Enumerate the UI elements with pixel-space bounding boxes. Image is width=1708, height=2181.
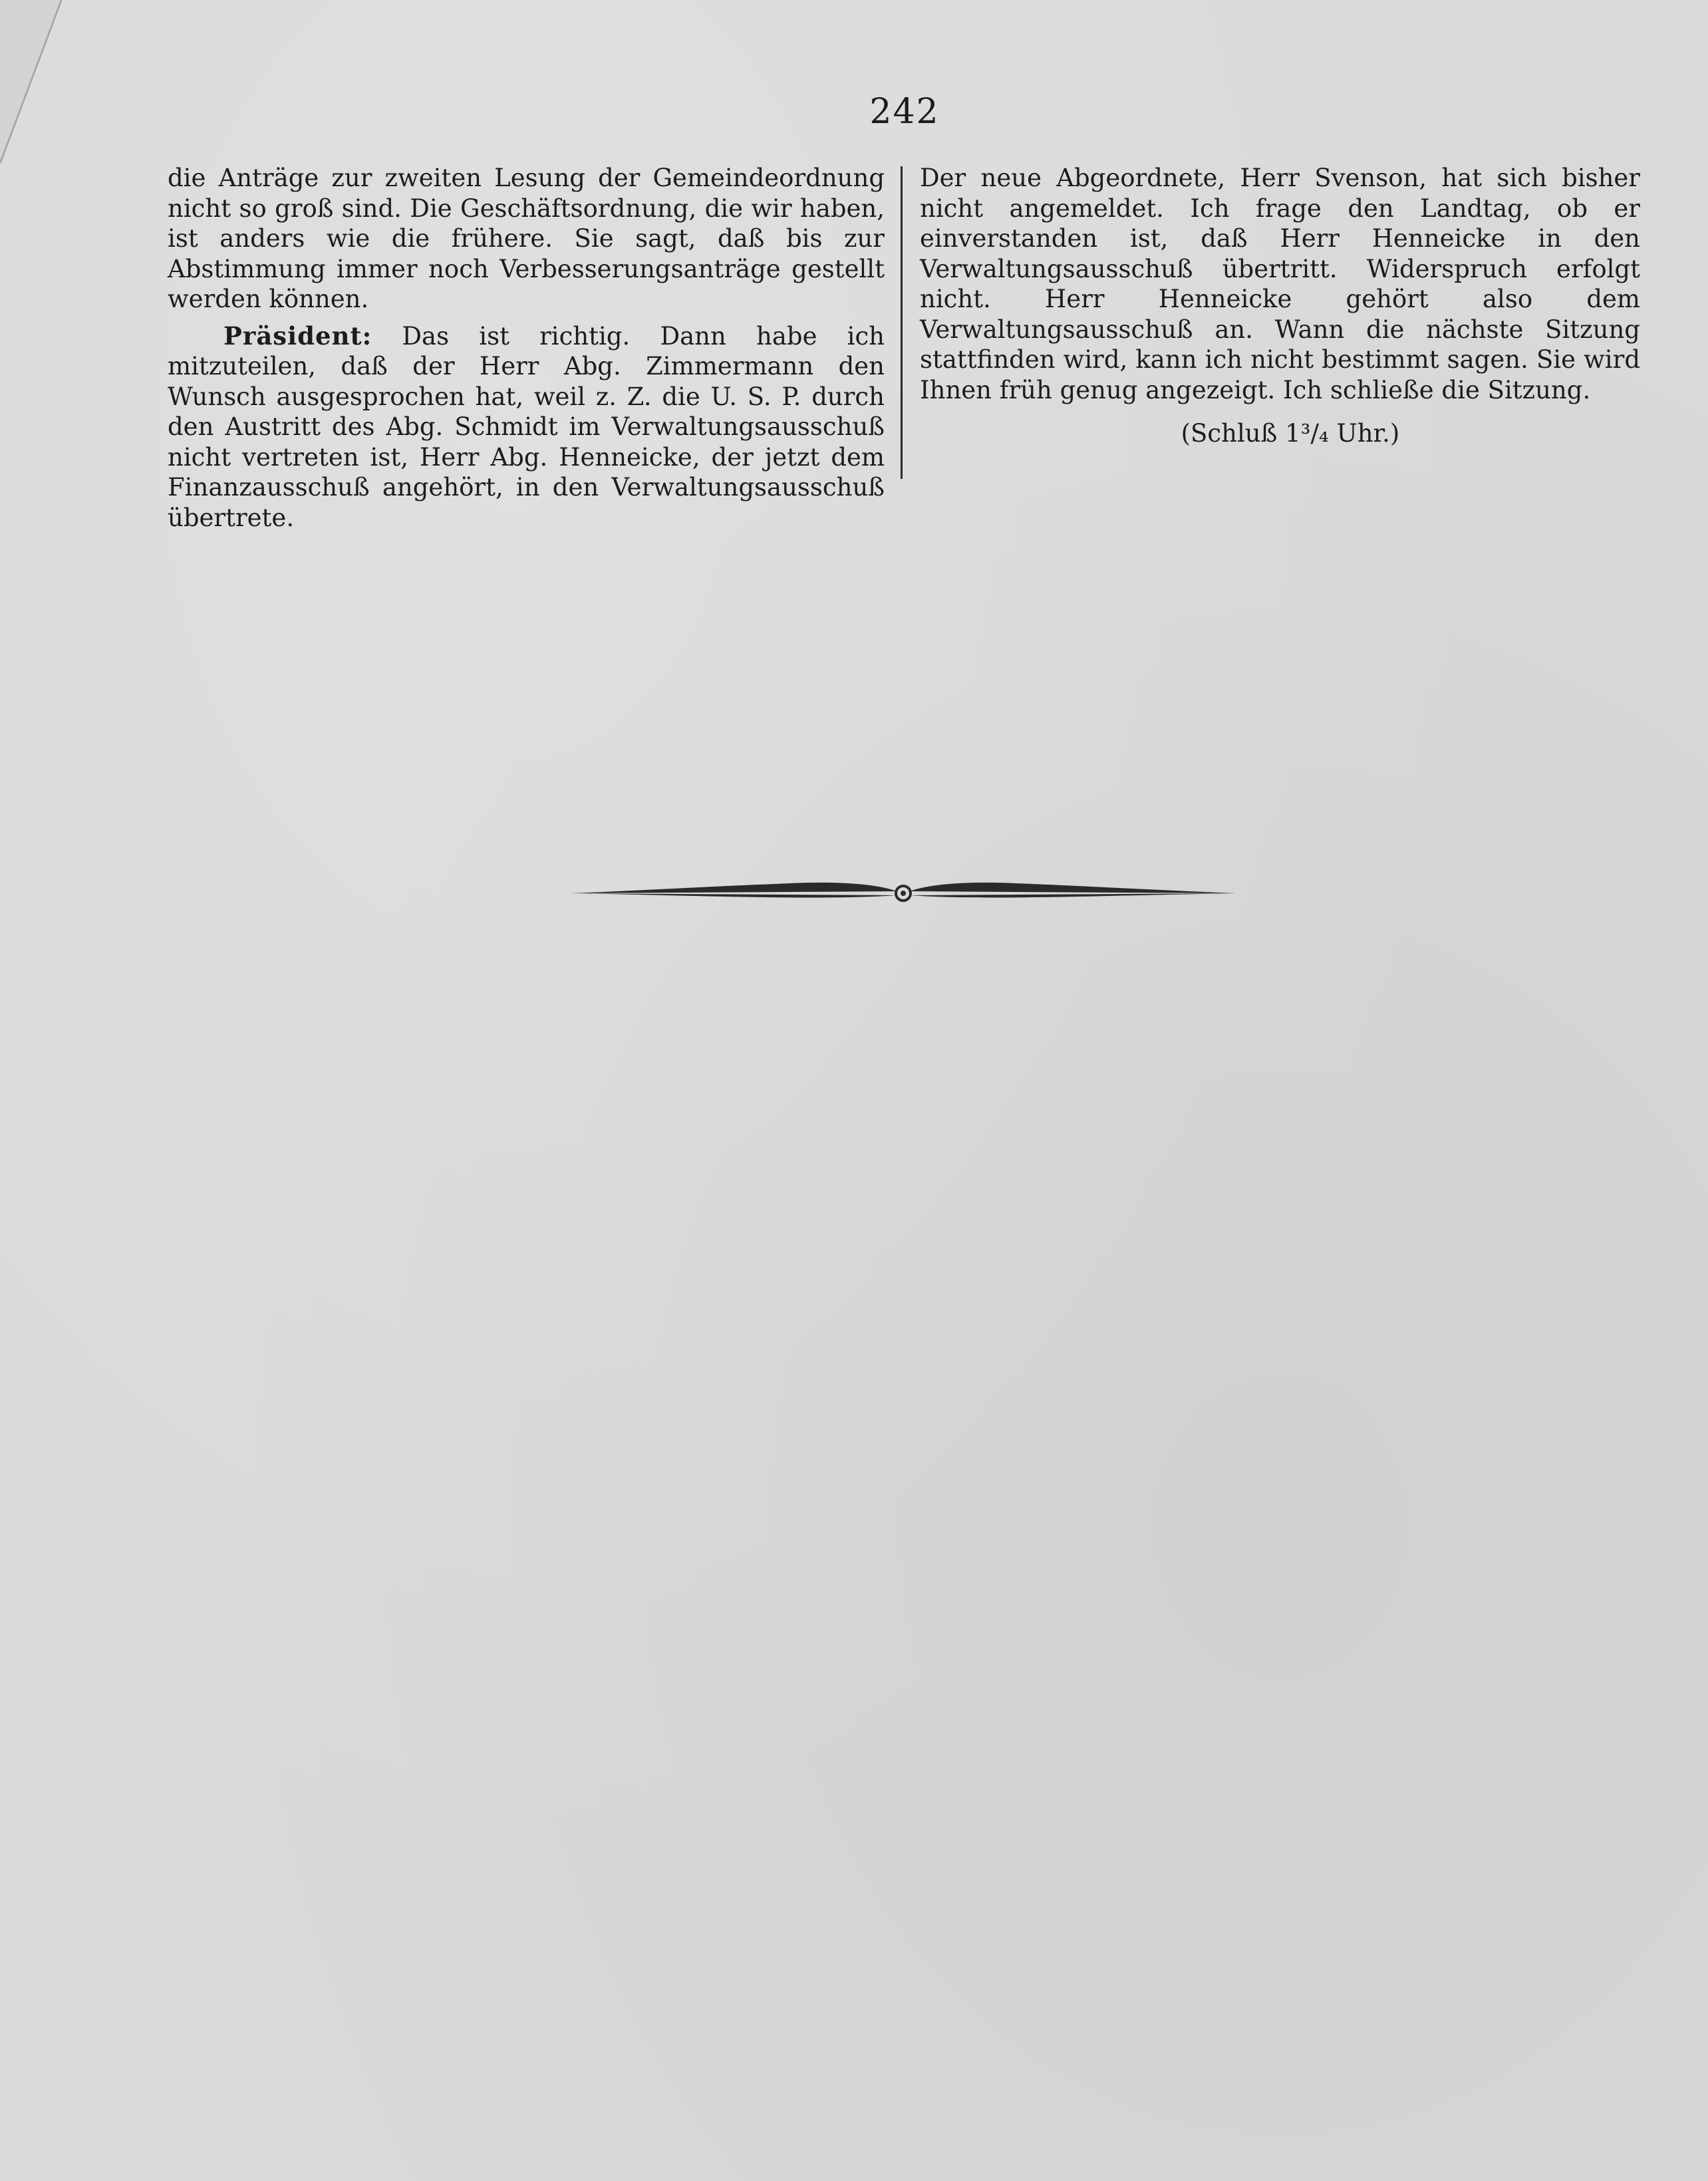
left-paragraph-continued: die Anträge zur zweiten Lesung der Gemeindeordnung nicht so groß sind. Die Geschäftsordnung, die wir haben, ist anders wie die frühere. Sie sagt, daß bis zur Abstimmung immer noch Verbesserungsanträge gestellt werden können. <box>168 164 885 313</box>
right-column <box>920 163 1640 405</box>
page-corner-fold <box>0 0 80 173</box>
president-statement: Das ist richtig. Dann habe ich mitzuteilen, daß der Herr Abg. Zimmermann den Wunsch ausgesprochen hat, weil z. Z. die U. S. P. durch den Austritt des Abg. Schmidt im Verwaltungsausschuß nicht vertreten ist, Herr Abg. Henneicke, der jetzt dem Finanzausschuß angehört, in den Verwaltungsausschuß übertrete. <box>168 321 885 532</box>
left-paragraph-president <box>168 321 885 533</box>
session-closing-note: (Schluß 1³/₄ Uhr.) <box>1181 419 1400 448</box>
column-divider <box>901 166 903 479</box>
left-column <box>168 163 885 533</box>
page-number: 242 <box>869 92 940 132</box>
right-paragraph: Der neue Abgeordnete, Herr Svenson, hat sich bisher nicht angemeldet. Ich frage den Landtag, ob er einverstanden ist, daß Herr Henneicke in den Verwaltungsausschuß übertritt. Widerspruch erfolgt nicht. Herr Henneicke gehört also dem Verwaltungsausschuß an. Wann die nächste Sitzung stattfinden wird, kann ich nicht bestimmt sagen. Sie wird Ihnen früh genug angezeigt. Ich schließe die Sitzung. <box>920 164 1640 404</box>
speaker-label: Präsident: <box>223 321 372 351</box>
decorative-rule-ornament <box>571 871 1236 914</box>
